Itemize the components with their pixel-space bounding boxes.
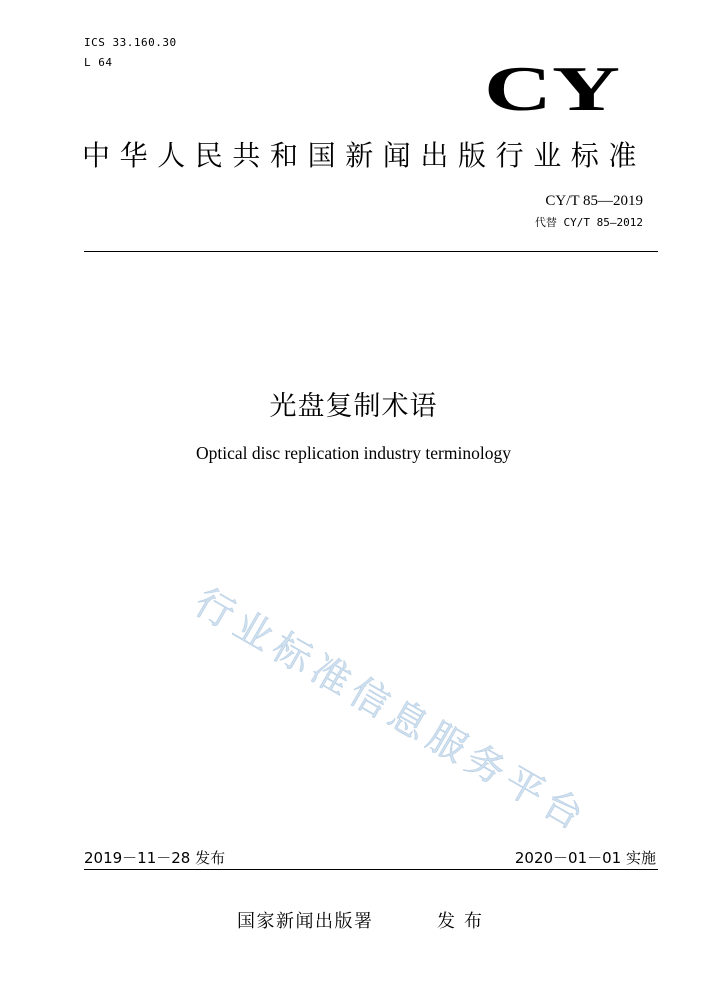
watermark	[170, 579, 591, 838]
logo-text: CY	[484, 60, 620, 118]
bottom-divider	[84, 869, 658, 870]
watermark-text: 行业标准信息服务平台	[187, 579, 591, 838]
implementation-date: 2020－01－01 实施	[514, 849, 656, 867]
standard-code: CY/T 85—2019	[545, 193, 643, 209]
issuer-action: 发布	[437, 911, 491, 932]
issue-date: 2019－11－28 发布	[84, 849, 226, 867]
issuer: 国家新闻出版署	[237, 911, 374, 932]
supersedes-code: CY/T 85—2012	[563, 216, 643, 229]
cy-logo	[482, 60, 622, 118]
top-divider	[84, 251, 658, 252]
supersedes-label: 代替	[534, 216, 557, 229]
ics-number: ICS 33.160.30	[84, 36, 177, 49]
cy-logo-graphic	[482, 60, 622, 118]
clc-number: L 64	[84, 56, 113, 69]
document-title-en: Optical disc replication industry terminology	[196, 443, 511, 463]
supersedes-line	[535, 214, 643, 230]
standard-type-title: 中华人民共和国新闻出版行业标准	[82, 139, 647, 172]
watermark-graphic	[170, 579, 591, 838]
document-title-zh: 光盘复制术语	[269, 391, 438, 422]
